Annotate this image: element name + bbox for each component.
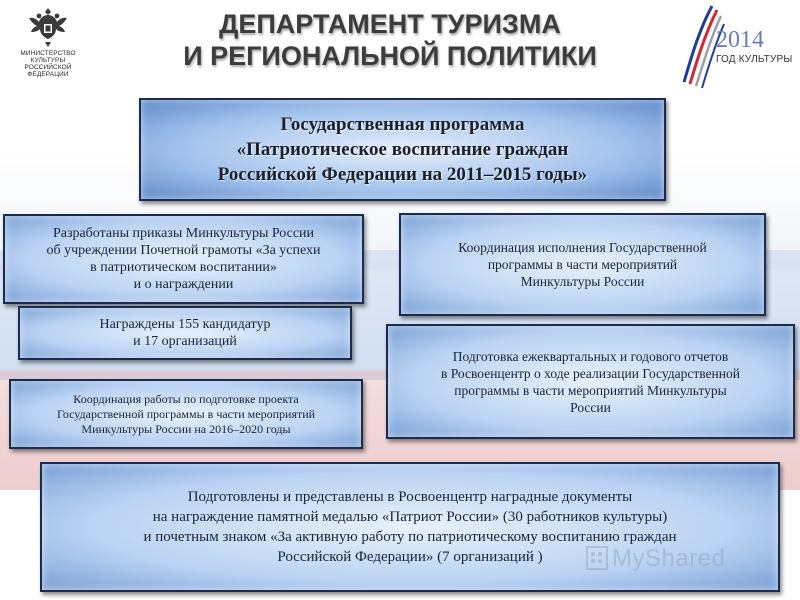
coordination-2016-text: Координация работы по подготовке проекта Государственной программы в части мероприятий Минкультуры России на 2016–2020 годы [56, 391, 316, 436]
award-documents-text: Подготовлены и представлены в Росвоенцентр наградные документы на награждение памятной медалью «Патриот России» (30 работников культуры) и почетным знаком «За активную работу по патриотическому воспитанию граждан Российской Федерации» (7 организаций ) [143, 489, 677, 565]
reports-text: Подготовка ежеквартальных и годового отчетов в Росвоенцентр о ходе реализации Государственной программы в части мероприятий Минкультуры России [441, 348, 740, 415]
awarded-box [18, 306, 352, 360]
year-number: 2014 [716, 27, 764, 53]
awarded-text: Награждены 155 кандидатур и 17 организаций [99, 317, 271, 349]
coordination-2016-box [9, 379, 363, 449]
orders-developed-text: Разработаны приказы Минкультуры России об учреждении Почетной грамоты «За успехи в патриотическом воспитании» и о награждении [46, 226, 321, 292]
orders-developed-box [3, 214, 364, 304]
double-headed-eagle-icon [25, 4, 71, 50]
reports-box [386, 324, 795, 439]
execution-coordination-box [399, 213, 766, 316]
ministry-caption: МИНИСТЕРСТВО КУЛЬТУРЫ РОССИЙСКОЙ ФЕДЕРАЦИИ [20, 50, 76, 78]
watermark-icon [585, 543, 609, 571]
program-title-box [139, 98, 666, 201]
page-title: ДЕПАРТАМЕНТ ТУРИЗМА И РЕГИОНАЛЬНОЙ ПОЛИТИКИ [183, 9, 597, 71]
year-caption: ГОД КУЛЬТУРЫ [716, 54, 793, 65]
program-title-text: Государственная программа «Патриотическое воспитание граждан Российской Федерации на 2011–2015 годы» [217, 114, 588, 185]
ministry-logo [8, 4, 88, 78]
execution-coordination-text: Координация исполнения Государственной программы в части мероприятий Минкультуры России [458, 240, 707, 289]
watermark-text: MyShared [612, 545, 726, 572]
